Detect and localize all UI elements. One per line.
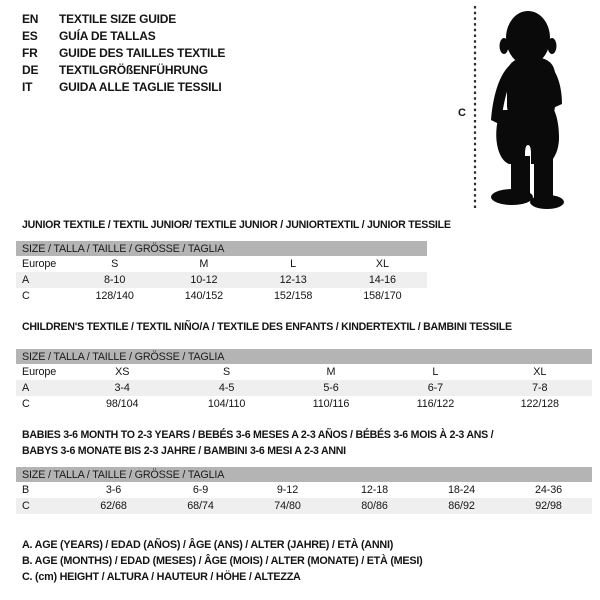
size-cell: 128/140	[95, 290, 134, 302]
size-cell: XL	[533, 366, 547, 378]
size-cell: 86/92	[448, 500, 475, 512]
language-title: TEXTILE SIZE GUIDE	[59, 12, 177, 26]
size-cell: 152/158	[273, 290, 313, 302]
size-band-header: SIZE / TALLA / TAILLE / GRÖSSE / TAGLIA	[16, 467, 592, 482]
size-cell: 110/116	[312, 398, 350, 410]
table-band-row	[16, 467, 592, 482]
language-code: EN	[22, 12, 39, 26]
size-cell: 12-18	[360, 484, 389, 496]
size-cell: S	[111, 258, 119, 270]
size-cell: 140/152	[184, 290, 224, 302]
height-measure-label: C	[458, 107, 466, 119]
table-row	[16, 364, 592, 380]
table-row	[16, 380, 592, 396]
language-code: IT	[22, 80, 33, 94]
table-row	[16, 498, 592, 514]
row-label: Europe	[22, 366, 57, 378]
language-row	[22, 28, 225, 45]
size-cell: 104/110	[207, 398, 246, 410]
children-table-title: CHILDREN'S TEXTILE / TEXTIL NIÑO/A / TEXTILE DES ENFANTS / KINDERTEXTIL / BAMBINI TESSILE	[22, 321, 512, 333]
language-code: FR	[22, 46, 38, 60]
table-row	[16, 482, 592, 498]
size-cell: L	[432, 366, 439, 378]
size-cell: XL	[375, 258, 389, 270]
footnote-line: A. AGE (YEARS) / EDAD (AÑOS) / ÂGE (ANS) / ALTER (JAHRE) / ETÀ (ANNI)	[22, 539, 394, 551]
size-band-header: SIZE / TALLA / TAILLE / GRÖSSE / TAGLIA	[16, 349, 592, 364]
size-cell: 18-24	[447, 484, 476, 496]
babies-table-title	[22, 427, 493, 459]
size-cell: 14-16	[368, 274, 396, 286]
size-cell: 92/98	[535, 500, 562, 512]
size-cell: 8-10	[104, 274, 126, 286]
baby-figure-shape	[491, 11, 564, 209]
row-label: A	[22, 382, 30, 394]
size-cell: 24-36	[534, 484, 563, 496]
size-cell: 62/68	[100, 500, 127, 512]
row-label: C	[22, 398, 30, 410]
table-row	[16, 272, 427, 288]
size-cell: 3-4	[114, 382, 130, 394]
size-cell: 7-8	[532, 382, 548, 394]
language-row	[22, 62, 225, 79]
size-cell: 68/74	[187, 500, 214, 512]
size-cell: 9-12	[276, 484, 299, 496]
size-cell: 80/86	[361, 500, 388, 512]
footnote-line: C. (cm) HEIGHT / ALTURA / HAUTEUR / HÖHE / ALTEZZA	[22, 571, 301, 583]
language-row	[22, 79, 225, 96]
language-title: GUIDA ALLE TAGLIE TESSILI	[59, 80, 222, 94]
size-cell: 10-12	[190, 274, 218, 286]
size-cell: XS	[115, 366, 130, 378]
size-cell: 6-7	[427, 382, 444, 394]
language-title: TEXTILGRÖßENFÜHRUNG	[59, 63, 208, 77]
row-label: C	[22, 500, 30, 512]
junior-size-table	[16, 241, 427, 304]
language-title: GUIDE DES TAILLES TEXTILE	[59, 46, 226, 60]
language-row	[22, 45, 225, 62]
size-cell: 4-5	[218, 382, 235, 394]
size-cell: M	[326, 366, 336, 378]
baby-silhouette	[455, 4, 600, 212]
babies-title-line-2: BABYS 3-6 MONATE BIS 2-3 JAHRE / BAMBINI 3-6 MESI A 2-3 ANNI	[22, 445, 346, 457]
legend-footnotes	[22, 537, 422, 585]
language-row	[22, 11, 225, 28]
junior-table-title: JUNIOR TEXTILE / TEXTIL JUNIOR/ TEXTILE JUNIOR / JUNIORTEXTIL / JUNIOR TESSILE	[22, 219, 451, 231]
table-band-row	[16, 241, 427, 256]
table-row	[16, 288, 427, 304]
language-code: DE	[22, 63, 39, 77]
babies-title-line-1: BABIES 3-6 MONTH TO 2-3 YEARS / BEBÉS 3-6 MESES A 2-3 AÑOS / BÉBÉS 3-6 MOIS À 2-3 ANS /	[22, 429, 494, 441]
size-cell: L	[290, 258, 297, 270]
size-cell: 12-13	[279, 274, 307, 286]
size-cell: 3-6	[105, 484, 122, 496]
footnote-line: B. AGE (MONTHS) / EDAD (MESES) / ÂGE (MOIS) / ALTER (MONATE) / ETÀ (MESI)	[22, 555, 423, 567]
babies-size-table	[16, 467, 592, 514]
row-label: Europe	[22, 258, 57, 270]
language-code: ES	[22, 29, 38, 43]
row-label: A	[22, 274, 30, 286]
size-cell: 98/104	[105, 398, 139, 410]
language-title: GUÍA DE TALLAS	[59, 29, 156, 43]
row-label: B	[22, 484, 30, 496]
language-header	[22, 11, 225, 96]
size-cell: 74/80	[274, 500, 301, 512]
children-size-table	[16, 349, 592, 412]
size-cell: 6-9	[192, 484, 209, 496]
row-label: C	[22, 290, 30, 302]
table-row	[16, 256, 427, 272]
size-cell: S	[223, 366, 231, 378]
size-cell: 158/170	[363, 290, 402, 302]
size-cell: 116/122	[416, 398, 455, 410]
size-band-header: SIZE / TALLA / TAILLE / GRÖSSE / TAGLIA	[16, 241, 427, 256]
table-row	[16, 396, 592, 412]
size-cell: 5-6	[323, 382, 339, 394]
table-band-row	[16, 349, 592, 364]
size-cell: 122/128	[520, 398, 559, 410]
size-cell: M	[199, 258, 209, 270]
